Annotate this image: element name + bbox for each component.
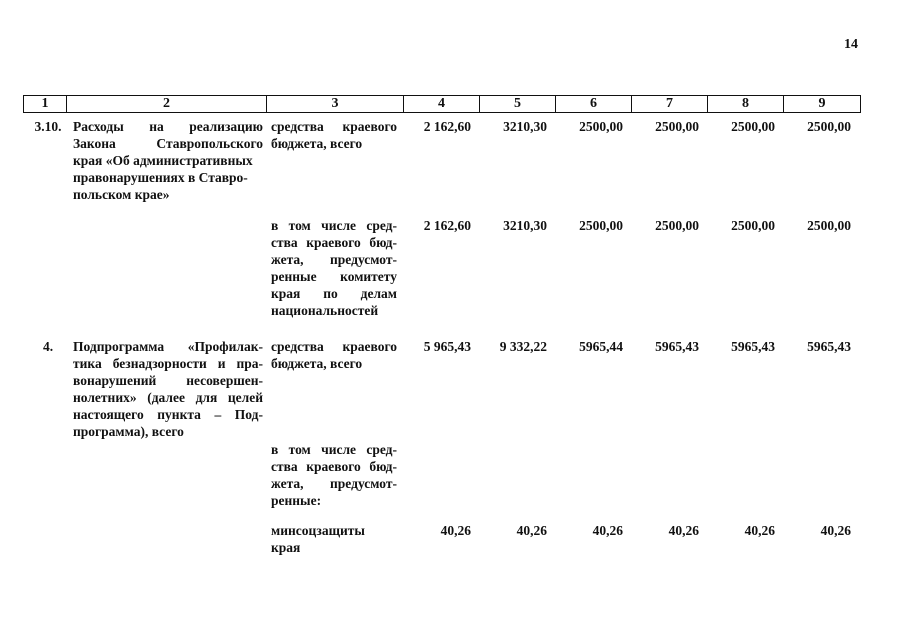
value-col4: 40,26 <box>440 523 471 538</box>
row-name <box>73 441 263 509</box>
row-name-line: нолетних» (далее для целей <box>73 390 263 405</box>
value-col9: 5965,43 <box>807 339 851 354</box>
row-source-line: края <box>271 540 301 555</box>
row-name <box>73 217 263 319</box>
header-cell-2: 2 <box>67 96 267 112</box>
header-cell-4: 4 <box>404 96 480 112</box>
row-source-line: ренные комитету <box>271 269 397 284</box>
row-source-line: края по делам <box>271 286 397 301</box>
table-row <box>23 522 861 556</box>
value-col5: 3210,30 <box>503 218 547 233</box>
row-name <box>73 118 263 203</box>
header-cell-5: 5 <box>480 96 556 112</box>
value-col7: 2500,00 <box>655 119 699 134</box>
row-name-line: польском крае» <box>73 187 170 202</box>
header-cell-8: 8 <box>708 96 784 112</box>
row-number <box>23 441 73 509</box>
row-source-line: национальностей <box>271 303 379 318</box>
value-col5: 3210,30 <box>503 119 547 134</box>
value-col9: 2500,00 <box>807 119 851 134</box>
row-source-line: ренные: <box>271 493 322 508</box>
row-source <box>263 522 401 556</box>
table-row <box>23 217 861 319</box>
value-col9: 40,26 <box>820 523 851 538</box>
row-name-line: Подпрограмма «Профилак- <box>73 339 263 354</box>
value-col4: 2 162,60 <box>423 218 471 233</box>
row-source-line: в том числе сред- <box>271 218 397 233</box>
row-source-line: бюджета, всего <box>271 356 363 371</box>
page-number: 14 <box>844 37 858 52</box>
row-source-line: средства краевого <box>271 339 397 354</box>
row-name <box>73 522 263 556</box>
table-row <box>23 118 861 203</box>
value-col8: 2500,00 <box>731 218 775 233</box>
row-name-line: вонарушений несовершен- <box>73 373 263 388</box>
header-cell-6: 6 <box>556 96 632 112</box>
value-col5: 9 332,22 <box>499 339 547 354</box>
value-col8: 40,26 <box>744 523 775 538</box>
value-col7: 5965,43 <box>655 339 699 354</box>
value-col8: 5965,43 <box>731 339 775 354</box>
row-source <box>263 338 401 440</box>
row-name <box>73 338 263 440</box>
value-col6: 5965,44 <box>579 339 623 354</box>
row-source <box>263 217 401 319</box>
value-col4: 2 162,60 <box>423 119 471 134</box>
row-name-line: края «Об административных <box>73 153 253 168</box>
row-source-line: средства краевого <box>271 119 397 134</box>
row-source-line: минсоцзащиты <box>271 523 365 538</box>
value-col5: 40,26 <box>516 523 547 538</box>
row-name-line: настоящего пункта – Под- <box>73 407 263 422</box>
row-number <box>23 217 73 319</box>
header-cell-9: 9 <box>818 96 826 111</box>
row-name-line: правонарушениях в Ставро- <box>73 170 248 185</box>
table-row <box>23 338 861 440</box>
row-source-line: ства краевого бюд- <box>271 459 397 474</box>
value-col9: 2500,00 <box>807 218 851 233</box>
value-col6: 2500,00 <box>579 119 623 134</box>
row-name-line: программа), всего <box>73 424 184 439</box>
row-source-line: жета, предусмот- <box>271 476 397 491</box>
row-source-line: бюджета, всего <box>271 136 363 151</box>
row-number: 4. <box>42 339 54 354</box>
row-name-line: Закона Ставропольского <box>73 136 263 151</box>
row-source <box>263 118 401 203</box>
header-cell-1: 1 <box>24 96 67 112</box>
value-col6: 40,26 <box>592 523 623 538</box>
row-source-line: ства краевого бюд- <box>271 235 397 250</box>
table-row <box>23 441 861 509</box>
row-name-line: Расходы на реализацию <box>73 119 263 134</box>
value-col7: 2500,00 <box>655 218 699 233</box>
header-cell-7: 7 <box>632 96 708 112</box>
value-col6: 2500,00 <box>579 218 623 233</box>
row-source <box>263 441 401 509</box>
header-cell-3: 3 <box>267 96 404 112</box>
row-number: 3.10. <box>34 119 62 134</box>
value-col7: 40,26 <box>668 523 699 538</box>
row-number <box>23 522 73 556</box>
row-name-line: тика безнадзорности и пра- <box>73 356 263 371</box>
table-header <box>23 95 861 113</box>
value-col8: 2500,00 <box>731 119 775 134</box>
value-col4: 5 965,43 <box>423 339 471 354</box>
row-source-line: в том числе сред- <box>271 442 397 457</box>
row-source-line: жета, предусмот- <box>271 252 397 267</box>
